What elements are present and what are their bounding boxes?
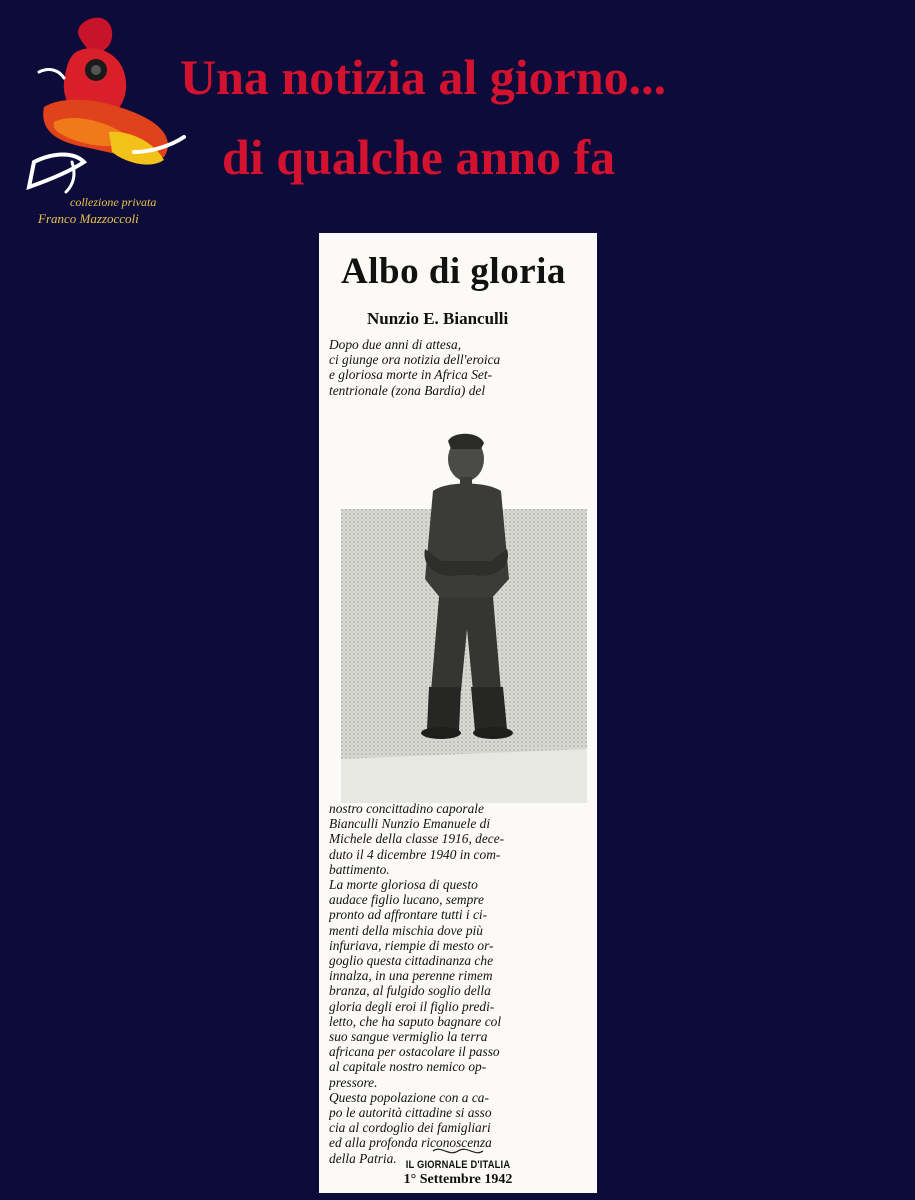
flourish-ornament (431, 1145, 485, 1157)
article-line: al capitale nostro nemico op- (329, 1059, 487, 1075)
article-line: battimento. (329, 861, 390, 877)
article-subtitle: Nunzio E. Bianculli (367, 309, 509, 328)
article-line: ed alla profonda riconoscenza (329, 1135, 492, 1151)
article-line: della Patria. (329, 1150, 397, 1166)
page-title-line-2: di qualche anno fa (222, 129, 616, 185)
article-line: ci giunge ora notizia dell'eroica (329, 352, 501, 368)
article-line: nostro concittadino caporale (329, 801, 484, 816)
article-line: suo sangue vermiglio la terra (329, 1029, 488, 1045)
article-line: menti della mischia dove più (329, 922, 483, 938)
article-line: Questa popolazione con a ca- (329, 1089, 489, 1105)
page-title-line-1: Una notizia al giorno... (180, 49, 667, 105)
article-line: infuriava, riempie di mesto or- (329, 937, 494, 953)
article-line: pronto ad affrontare tutti i ci- (329, 907, 488, 923)
logo-caption-collection: collezione privata (70, 195, 157, 209)
article-line: branza, al fulgido soglio della (329, 983, 491, 999)
soldier-photo (341, 429, 587, 803)
dancer-emblem (14, 12, 190, 202)
article-line: africana per ostacolare il passo (329, 1044, 500, 1060)
newspaper-name: IL GIORNALE D'ITALIA (405, 1159, 511, 1171)
collection-logo (14, 12, 190, 227)
article-intro (329, 337, 587, 398)
logo-caption-owner: Franco Mazzoccoli (38, 211, 139, 226)
newspaper-clipping (319, 233, 597, 1193)
article-line: e gloriosa morte in Africa Set- (329, 367, 493, 383)
article-line: innalza, in una perenne rimem (329, 968, 493, 984)
article-line: po le autorità cittadine si asso (329, 1105, 492, 1121)
article-line: Bianculli Nunzio Emanuele di (329, 816, 491, 832)
article-line: La morte gloriosa di questo (329, 877, 478, 893)
article-line: audace figlio lucano, sempre (329, 892, 484, 908)
article-line: goglio questa cittadinanza che (329, 953, 494, 969)
article-title: Albo di gloria (341, 251, 566, 292)
article-line: cia al cordoglio dei famigliari (329, 1120, 491, 1136)
article-line: Michele della classe 1916, dece- (329, 831, 505, 847)
article-line: Dopo due anni di attesa, (329, 337, 462, 352)
article-line: pressore. (329, 1074, 378, 1090)
publication-date: 1° Settembre 1942 (403, 1172, 513, 1187)
article-line: tentrionale (zona Bardia) del (329, 382, 486, 398)
article-body (329, 801, 587, 1166)
article-line: duto il 4 dicembre 1940 in com- (329, 846, 501, 862)
article-line: letto, che ha saputo bagnare col (329, 1013, 502, 1029)
article-line: gloria degli eroi il figlio predi- (329, 998, 495, 1014)
